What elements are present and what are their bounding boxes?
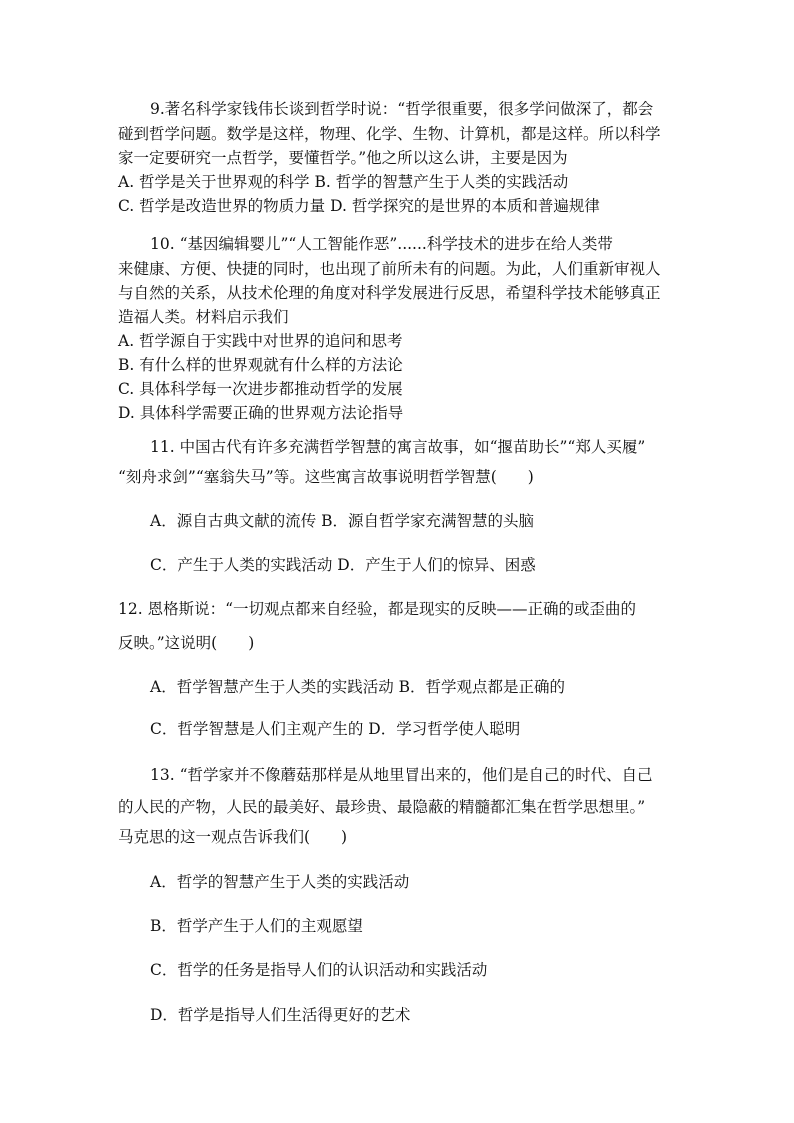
q13-stem-line-3: 马克思的这一观点告诉我们( ) xyxy=(118,828,348,846)
q10-stem-line-3: 与自然的关系，从技术伦理的角度对科学发展进行反思，希望科学技术能够真正 xyxy=(118,284,661,302)
q12-options-row-1: A．哲学智慧产生于人类的实践活动 B．哲学观点都是正确的 xyxy=(150,678,566,696)
q10-stem-line-2: 来健康、方便、快捷的同时，也出现了前所未有的问题。为此，人们重新审视人 xyxy=(118,260,661,278)
q10-option-b: B. 有什么样的世界观就有什么样的方法论 xyxy=(118,356,403,374)
q9-stem-line-2: 碰到哲学问题。数学是这样，物理、化学、生物、计算机，都是这样。所以科学 xyxy=(118,125,661,143)
q9-options-row-1: A. 哲学是关于世界观的科学 B. 哲学的智慧产生于人类的实践活动 xyxy=(118,173,569,191)
q13-option-c: C．哲学的任务是指导人们的认识活动和实践活动 xyxy=(150,961,488,979)
q9-stem-line-1: 9.著名科学家钱伟长谈到哲学时说：“哲学很重要，很多学问做深了，都会 xyxy=(150,100,654,118)
q13-stem-line-2: 的人民的产物，人民的最美好、最珍贵、最隐蔽的精髓都汇集在哲学思想里。” xyxy=(118,798,646,816)
q10-stem-line-4: 造福人类。材料启示我们 xyxy=(118,308,289,326)
q9-options-row-2: C. 哲学是改造世界的物质力量 D. 哲学探究的是世界的本质和普遍规律 xyxy=(118,197,600,215)
q10-option-c: C. 具体科学每一次进步都推动哲学的发展 xyxy=(118,380,403,398)
q13-option-d: D．哲学是指导人们生活得更好的艺术 xyxy=(150,1006,411,1024)
q10-option-d: D. 具体科学需要正确的世界观方法论指导 xyxy=(118,404,404,422)
q13-option-a: A．哲学的智慧产生于人类的实践活动 xyxy=(150,873,410,891)
q9-stem-line-3: 家一定要研究一点哲学，要懂哲学。”他之所以这么讲，主要是因为 xyxy=(118,149,568,167)
q12-options-row-2: C．哲学智慧是人们主观产生的 D．学习哲学使人聪明 xyxy=(150,720,521,738)
q10-option-a: A. 哲学源自于实践中对世界的追问和思考 xyxy=(118,332,403,350)
q11-options-row-1: A．源自古典文献的流传 B．源自哲学家充满智慧的头脑 xyxy=(150,512,535,530)
q11-options-row-2: C．产生于人类的实践活动 D．产生于人们的惊异、困惑 xyxy=(150,556,536,574)
q11-stem-line-1: 11. 中国古代有许多充满哲学智慧的寓言故事，如“揠苗助长”“郑人买履” xyxy=(150,438,646,456)
q13-option-b: B．哲学产生于人们的主观愿望 xyxy=(150,917,363,935)
q13-stem-line-1: 13. “哲学家并不像蘑菇那样是从地里冒出来的，他们是自己的时代、自己 xyxy=(150,766,653,784)
q12-stem-line-2: 反映。”这说明( ) xyxy=(118,634,255,652)
q11-stem-line-2: “刻舟求剑”“塞翁失马”等。这些寓言故事说明哲学智慧( ) xyxy=(118,468,534,486)
q10-stem-line-1: 10. “基因编辑婴儿”“人工智能作恶”......科学技术的进步在给人类带 xyxy=(150,235,613,253)
q12-stem-line-1: 12. 恩格斯说：“一切观点都来自经验，都是现实的反映——正确的或歪曲的 xyxy=(118,600,637,618)
